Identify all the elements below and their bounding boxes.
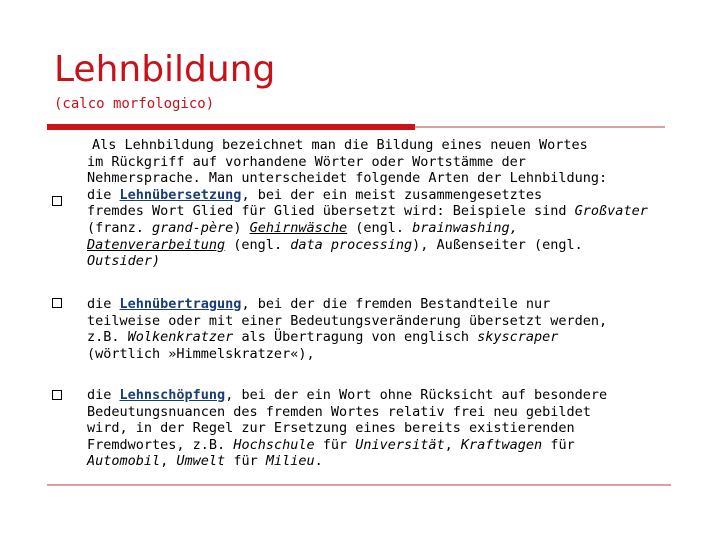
text-line: fremdes Wort Glied für Glied übersetzt wird: Beispiele sind Großvater [87,203,648,220]
text-line: Als Lehnbildung bezeichnet man die Bildung eines neuen Wortes [92,137,588,153]
paragraph-lehnuebersetzung [87,137,687,270]
text-line: wird, in der Regel zur Ersetzung eines bereits existierenden [87,420,575,437]
text-line: die Lehnübersetzung, bei der ein meist zusammengesetztes [87,186,543,203]
paragraph-lehnschoepfung [87,387,687,470]
text-line: Automobil, Umwelt für Milieu. [87,453,323,470]
text-line: die Lehnübertragung, bei der die fremden Bestandteile nur [87,296,551,312]
slide-subtitle: (calco morfologico) [54,96,215,112]
text-line: (franz. grand-père) Gehirnwäsche (engl. brainwashing, [87,219,518,236]
bullet-square-icon [52,390,62,400]
bottom-divider [47,484,671,486]
text-line: Nehmersprache. Man unterscheidet folgende Arten der Lehnbildung: [87,170,608,187]
lehnschoepfung-link[interactable]: Lehnschöpfung [119,387,226,403]
text-line: Outsider) [87,253,161,270]
text-line: im Rückgriff auf vorhandene Wörter oder Wortstämme der [87,153,526,170]
text-line: (wörtlich »Himmelskratzer«), [87,345,315,362]
text-line: die Lehnschöpfung, bei der ein Wort ohne Rücksicht auf besondere [87,387,608,403]
bullet-square-icon [52,196,62,206]
lehnuebertragung-link[interactable]: Lehnübertragung [119,296,242,312]
text-line: Datenverarbeitung (engl. data processing), Außenseiter (engl. [87,236,583,253]
text-line: Bedeutungsnuancen des fremden Wortes relativ frei neu gebildet [87,403,591,420]
bullet-square-icon [52,298,62,308]
text-line: Fremdwortes, z.B. Hochschule für Universität, Kraftwagen für [87,436,575,453]
text-line: z.B. Wolkenkratzer als Übertragung von englisch skyscraper [87,329,559,346]
lehnuebersetzung-link[interactable]: Lehnübersetzung [119,186,242,203]
text-line: teilweise oder mit einer Bedeutungsveränderung übersetzt werden, [87,312,608,329]
slide-title: Lehnbildung [54,49,276,90]
paragraph-lehnuebertragung [87,296,687,362]
